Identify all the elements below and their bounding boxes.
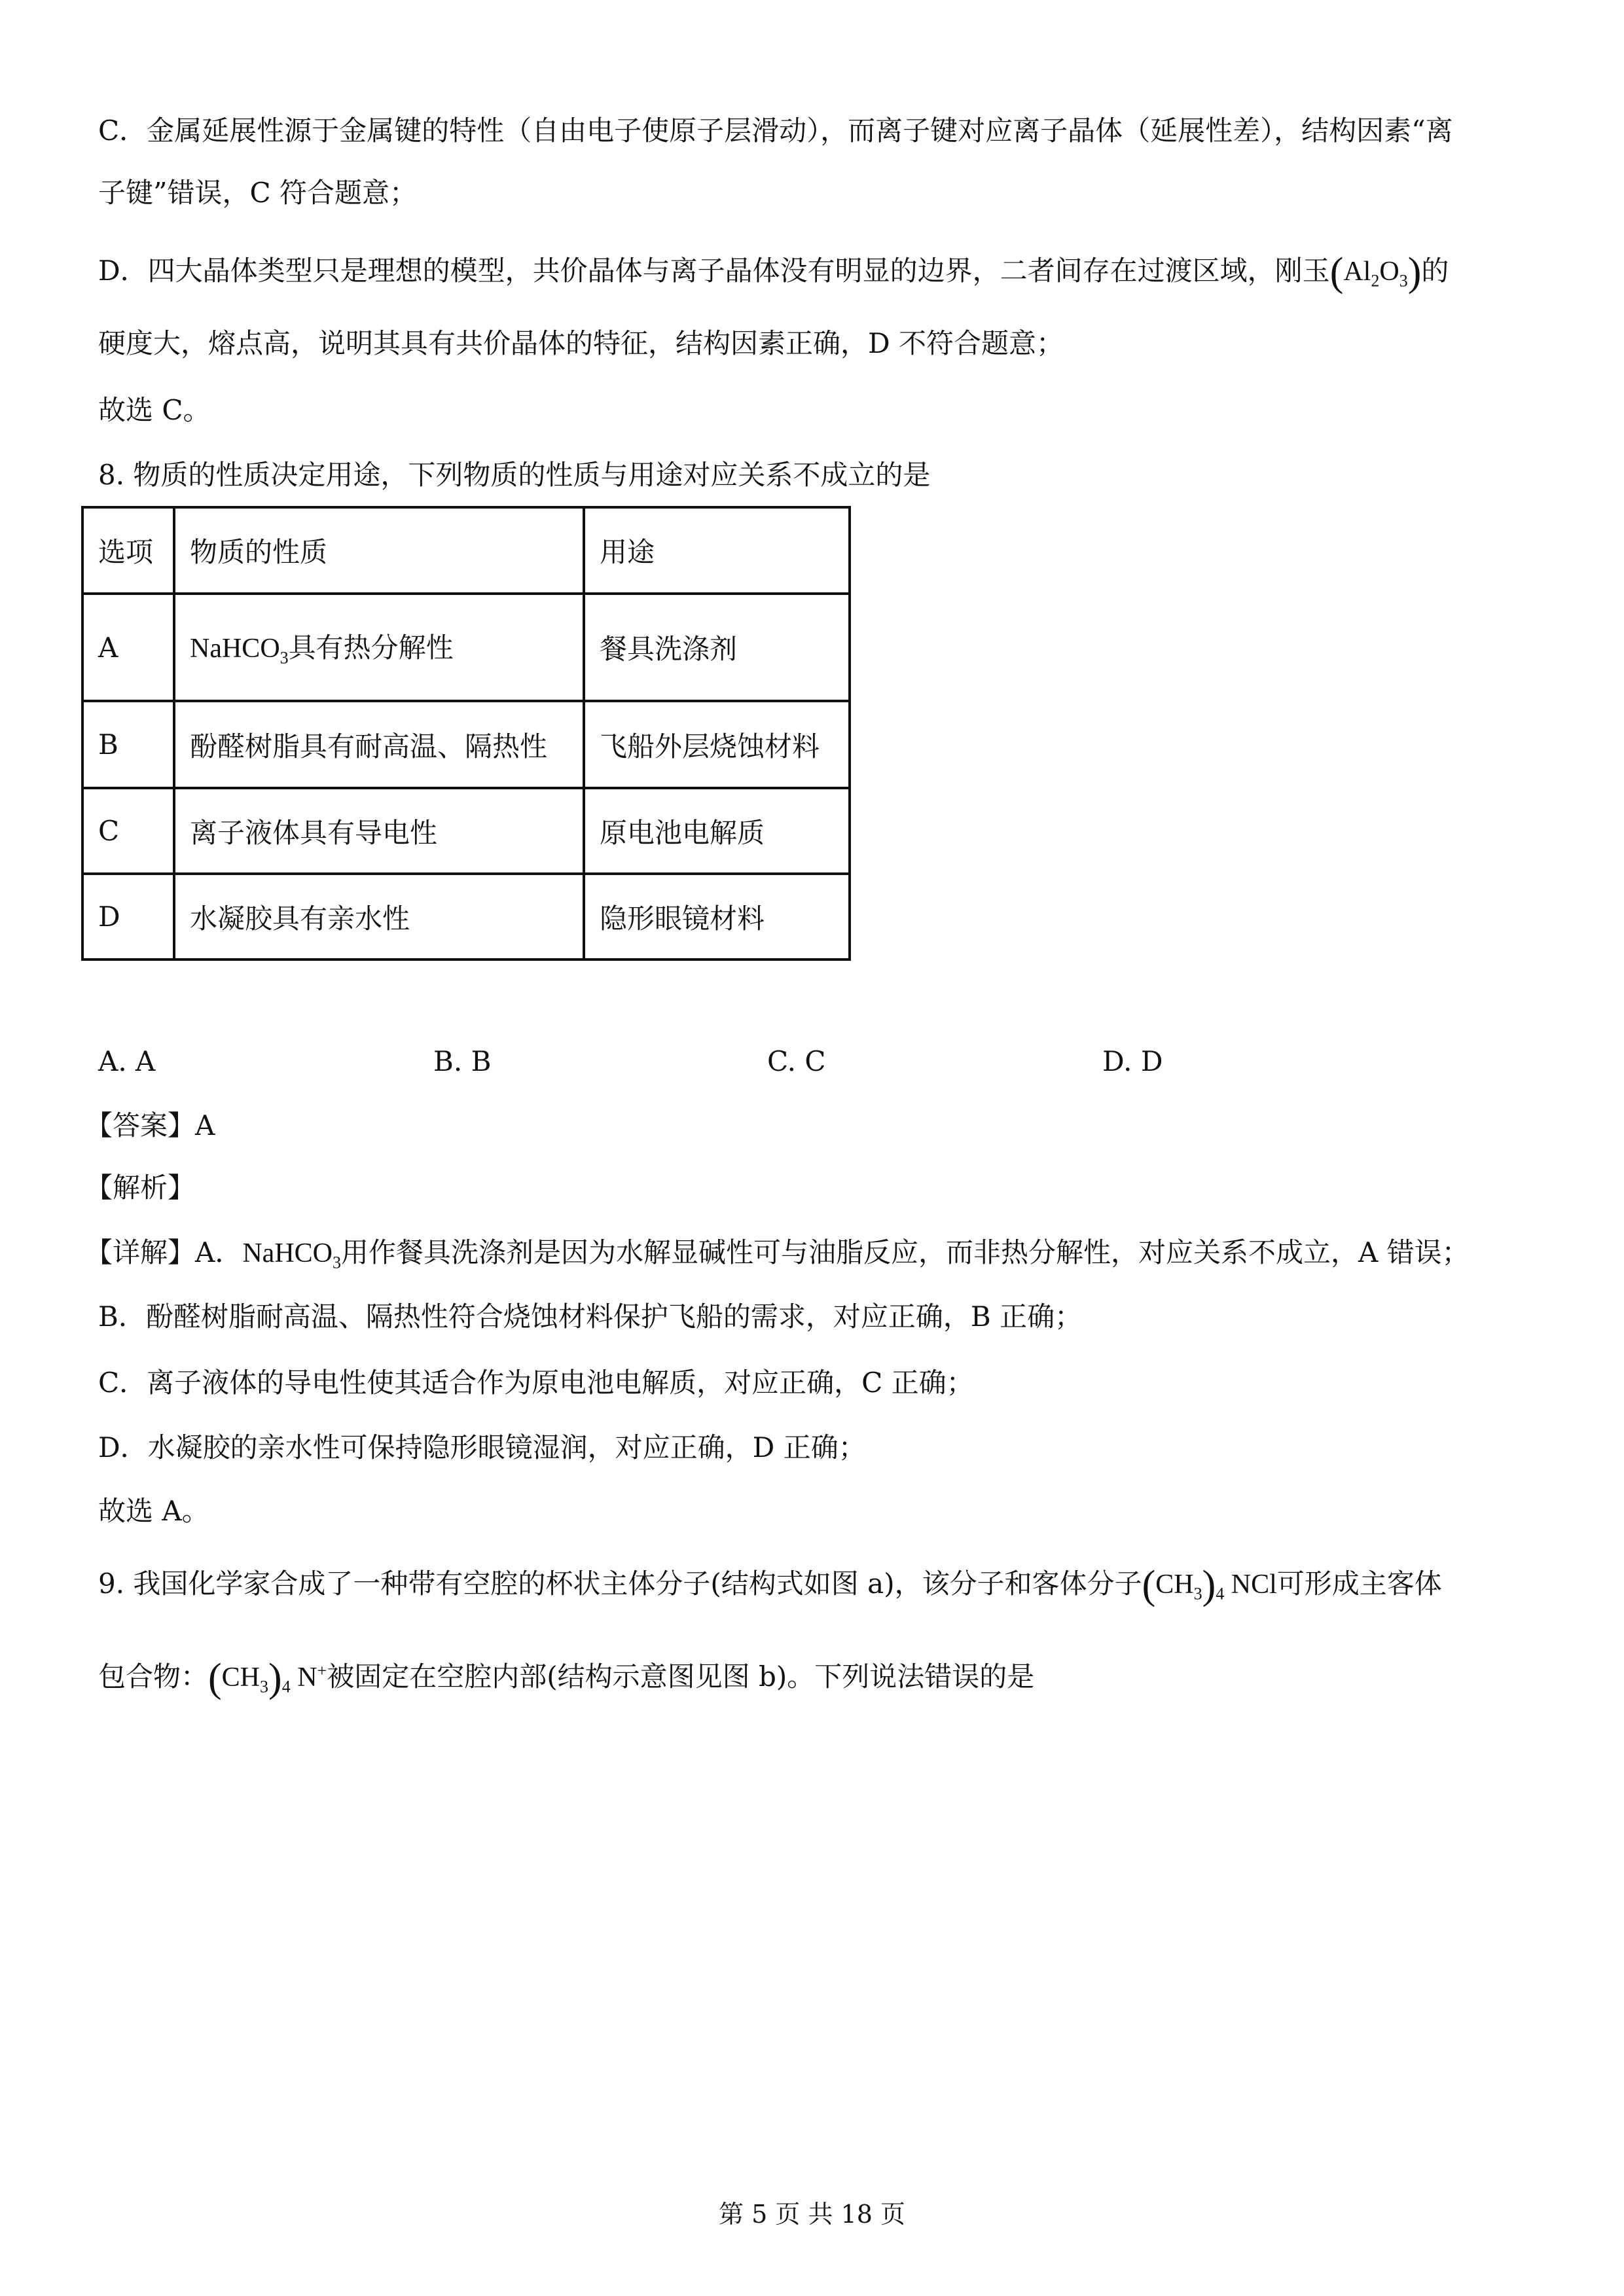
table-cell-option: B xyxy=(82,701,174,788)
table-cell-property: 水凝胶具有亲水性 xyxy=(174,874,584,960)
al2o3-formula: $(Al_2O_3)$ xyxy=(1329,250,1422,295)
table-cell-property: NaHCO$_3$具有热分解性 xyxy=(174,594,584,701)
q7-analysis-c-line1: C．金属延展性源于金属键的特性（自由电子使原子层滑动），而离子键对应离子晶体（延展性差），结构因素“离 xyxy=(98,115,1453,147)
table-cell-property: 离子液体具有导电性 xyxy=(174,788,584,874)
table-row xyxy=(82,874,850,960)
q8-stem: 8. 物质的性质决定用途，下列物质的性质与用途对应关系不成立的是 xyxy=(98,459,931,491)
q8-properties-table xyxy=(81,506,851,961)
choice-d: D. D xyxy=(1102,1045,1163,1077)
table-header-row xyxy=(82,507,850,594)
table-header-property: 物质的性质 xyxy=(174,507,584,594)
answer: 【答案】A xyxy=(85,1109,215,1141)
q9-stem-line1: 9. 我国化学家合成了一种带有空腔的杯状主体分子(结构式如图 a)，该分子和客体分子$(CH_3)_4$ NCl可形成主客体 xyxy=(98,1563,1442,1607)
table-cell-property: 酚醛树脂具有耐高温、隔热性 xyxy=(174,701,584,788)
table-cell-option: D xyxy=(82,874,174,960)
analysis-label: 【解析】 xyxy=(85,1172,196,1204)
table-row xyxy=(82,594,850,701)
q8-conclusion: 故选 A。 xyxy=(98,1495,209,1527)
q7-analysis-d-line1: D．四大晶体类型只是理想的模型，共价晶体与离子晶体没有明显的边界，二者间存在过渡区域，刚玉$(Al_2O_3)$的 xyxy=(98,250,1449,295)
q9-stem-line2: 包合物：$(CH_3)_4$ N+被固定在空腔内部(结构示意图见图 b)。下列说法错误的是 xyxy=(98,1656,1035,1700)
detail-c: C．离子液体的导电性使其适合作为原电池电解质，对应正确，C 正确； xyxy=(98,1367,974,1399)
table-cell-use: 隐形眼镜材料 xyxy=(584,874,850,960)
ch3-4-n-plus-formula: $(CH_3)_4$ N+ xyxy=(208,1656,327,1700)
q7-conclusion: 故选 C。 xyxy=(98,394,211,426)
table-cell-option: C xyxy=(82,788,174,874)
detail-b: B．酚醛树脂耐高温、隔热性符合烧蚀材料保护飞船的需求，对应正确，B 正确； xyxy=(98,1300,1083,1333)
table-header-option: 选项 xyxy=(82,507,174,594)
nahco3-formula: NaHCO$_3$ xyxy=(190,634,289,668)
choice-c: C. C xyxy=(767,1045,826,1077)
choice-b: B. B xyxy=(433,1045,492,1077)
table-header-use: 用途 xyxy=(584,507,850,594)
table-cell-use: 飞船外层烧蚀材料 xyxy=(584,701,850,788)
table-row xyxy=(82,788,850,874)
page-footer: 第 5 页 共 18 页 xyxy=(719,2200,905,2229)
table-cell-option: A xyxy=(82,594,174,701)
table-cell-use: 餐具洗涤剂 xyxy=(584,594,850,701)
q7-analysis-c-line2: 子键”错误，C 符合题意； xyxy=(98,177,417,209)
table-row xyxy=(82,701,850,788)
detail-a: 【详解】A．NaHCO$_3$用作餐具洗涤剂是因为水解显碱性可与油脂反应，而非热分解性，对应关系不成立，A 错误； xyxy=(85,1236,1470,1272)
ch3-4-ncl-formula: $(CH_3)_4$ NCl xyxy=(1142,1563,1277,1607)
nahco3-formula: NaHCO$_3$ xyxy=(242,1238,341,1272)
detail-d: D．水凝胶的亲水性可保持隐形眼镜湿润，对应正确，D 正确； xyxy=(98,1431,866,1463)
table-cell-use: 原电池电解质 xyxy=(584,788,850,874)
choice-a: A. A xyxy=(98,1045,156,1077)
q7-analysis-d-line2: 硬度大，熔点高，说明其具有共价晶体的特征，结构因素正确，D 不符合题意； xyxy=(98,327,1064,359)
